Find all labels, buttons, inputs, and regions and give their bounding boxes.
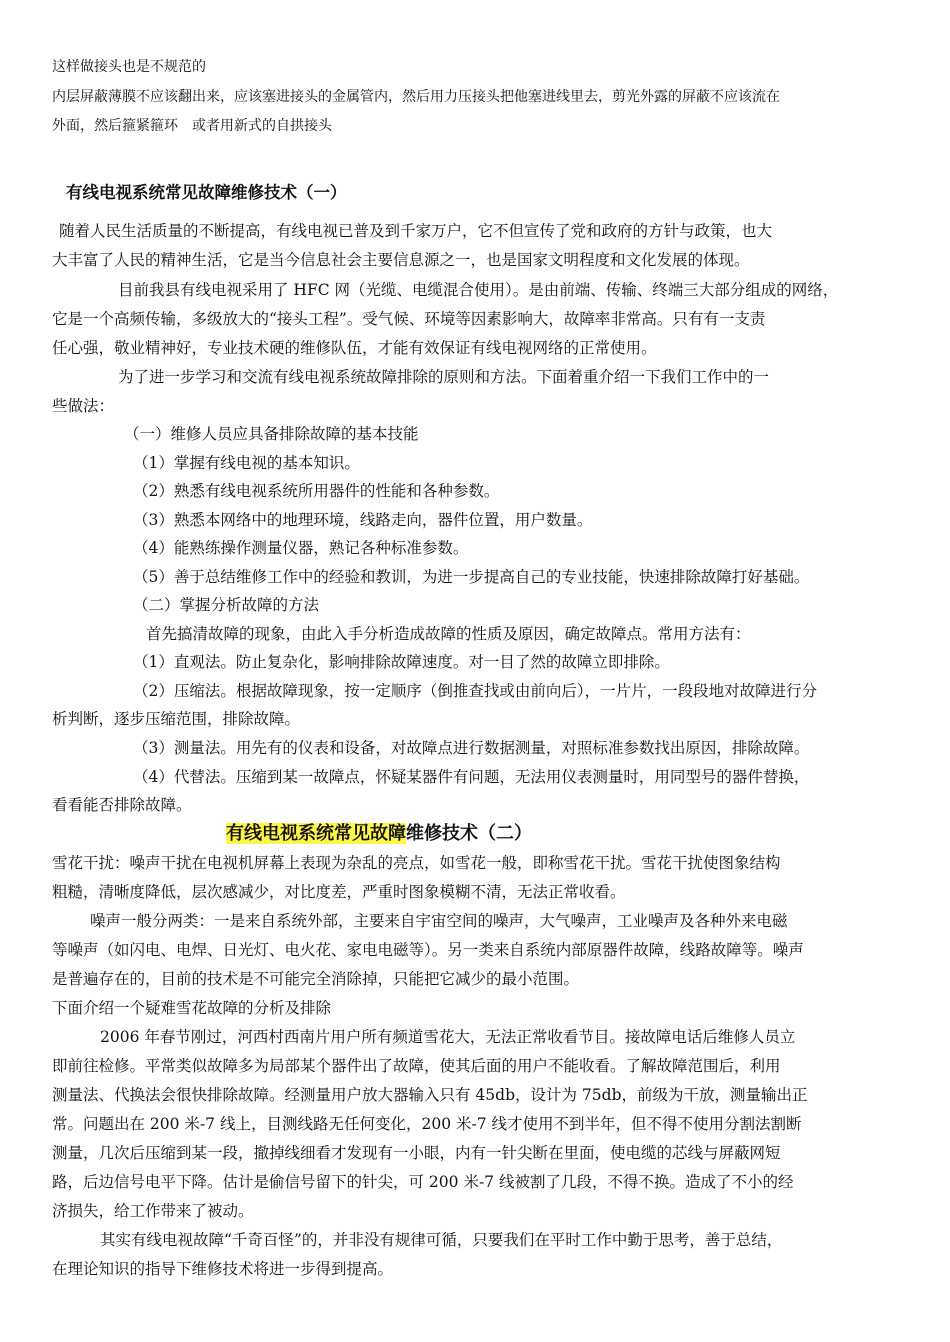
skill-item: （4）能熟练操作测量仪器，熟记各种标准参数。: [133, 539, 469, 557]
subsection-1-title: （一）维修人员应具备排除故障的基本技能: [124, 425, 419, 443]
skill-item: （3）熟悉本网络中的地理环境，线路走向，器件位置，用户数量。: [133, 511, 593, 529]
case-para-line: 2006 年春节刚过，河西村西南片用户所有频道雪花大，无法正常收看节目。接故障电话后维修人员立: [100, 1028, 796, 1046]
conclusion-line: 其实有线电视故障“千奇百怪”的，并非没有规律可循，只要我们在平时工作中勤于思考，善于总结，: [100, 1231, 783, 1249]
noise-para-line: 噪声一般分两类：一是来自系统外部，主要来自宇宙空间的噪声，大气噪声，工业噪声及各种外来电磁: [90, 912, 788, 930]
method-item: （2）压缩法。根据故障现象，按一定顺序（倒推查找或由前向后），一片片，一段段地对故障进行分: [133, 682, 818, 700]
p2-line: 任心强，敬业精神好，专业技术硬的维修队伍，才能有效保证有线电视网络的正常使用。: [52, 339, 657, 357]
skill-item: （5）善于总结维修工作中的经验和教训，为进一步提高自己的专业技能，快速排除故障打好基础。: [133, 568, 810, 586]
skill-item: （2）熟悉有线电视系统所用器件的性能和各种参数。: [133, 482, 500, 500]
section-title-1: 有线电视系统常见故障维修技术（一）: [66, 183, 347, 202]
title-rest: 维修技术（二）: [406, 823, 532, 844]
intro-line-2: 内层屏蔽薄膜不应该翻出来，应该塞进接头的金属管内，然后用力压接头把他塞进线里去，剪光外露的屏蔽不应该流在: [52, 89, 780, 105]
case-para-line: 即前往检修。平常类似故障多为局部某个器件出了故障，使其后面的用户不能收看。了解故障范围后，利用: [52, 1057, 781, 1075]
method-item: 看看能否排除故障。: [52, 796, 192, 814]
method-item: （3）测量法。用先有的仪表和设备，对故障点进行数据测量，对照标准参数找出原因，排除故障。: [133, 739, 810, 757]
intro-line-1: 这样做接头也是不规范的: [52, 59, 206, 75]
skill-item: （1）掌握有线电视的基本知识。: [133, 454, 360, 472]
case-para-line: 测量，几次后压缩到某一段，撤掉线细看才发现有一小眼，内有一针尖断在里面，使电缆的芯线与屏蔽网短: [52, 1144, 781, 1162]
case-para-line: 路，后边信号电平下降。估计是偷信号留下的针尖，可 200 米-7 线被割了几段，不得不换。造成了不小的经: [52, 1173, 794, 1191]
method-item: （4）代替法。压缩到某一故障点，怀疑某器件有问题，无法用仪表测量时，用同型号的器件替换，: [133, 768, 810, 786]
case-para-line: 测量法、代换法会很快排除故障。经测量用户放大器输入只有 45db，设计为 75db，前级为干放，测量输出正: [52, 1086, 808, 1104]
noise-para-line: 等噪声（如闪电、电焊、日光灯、电火花、家电电磁等）。另一类来自系统内部原器件故障，线路故障等。噪声: [52, 941, 804, 959]
p3-line: 为了进一步学习和交流有线电视系统故障排除的原则和方法。下面着重介绍一下我们工作中的一: [118, 368, 770, 386]
title-highlight: 有线电视系统常见故障: [226, 823, 406, 844]
snow-para-line: 雪花干扰：噪声干扰在电视机屏幕上表现为杂乱的亮点，如雪花一般，即称雪花干扰。雪花干扰使图象结构: [52, 854, 781, 872]
p1-line: 大丰富了人民的精神生活，它是当今信息社会主要信息源之一，也是国家文明程度和文化发展的体现。: [52, 251, 750, 269]
section-title-2: [226, 825, 532, 843]
subsection-2-title: （二）掌握分析故障的方法: [133, 596, 320, 614]
case-para-line: 济损失，给工作带来了被动。: [52, 1202, 254, 1220]
conclusion-line: 在理论知识的指导下维修技术将进一步得到提高。: [52, 1260, 394, 1278]
case-heading: 下面介绍一个疑难雪花故障的分析及排除: [52, 999, 332, 1017]
method-item: 析判断，逐步压缩范围，排除故障。: [52, 710, 301, 728]
method-item: （1）直观法。防止复杂化，影响排除故障速度。对一目了然的故障立即排除。: [133, 653, 670, 671]
noise-para-line: 是普遍存在的，目前的技术是不可能完全消除掉，只能把它减少的最小范围。: [52, 970, 580, 988]
snow-para-line: 粗糙，清晰度降低，层次感减少，对比度差，严重时图象模糊不清，无法正常收看。: [52, 883, 626, 901]
p2-line: 目前我县有线电视采用了 HFC 网（光缆、电缆混合使用）。是由前端、传输、终端三大部分组成的网络，: [118, 281, 839, 299]
p3-line: 些做法：: [52, 397, 115, 415]
intro-line-3: 外面，然后箍紧箍环 或者用新式的自拱接头: [52, 118, 332, 134]
p1-line: 随着人民生活质量的不断提高，有线电视已普及到千家万户，它不但宣传了党和政府的方针与政策，也大: [59, 222, 773, 240]
p2-line: 它是一个高频传输，多级放大的“接头工程”。受气候、环境等因素影响大，故障率非常高。只有有一支责: [52, 310, 766, 328]
methods-intro: 首先搞清故障的现象，由此入手分析造成故障的性质及原因，确定故障点。常用方法有：: [146, 625, 751, 643]
case-para-line: 常。问题出在 200 米-7 线上，目测线路无任何变化，200 米-7 线才使用不到半年，但不得不使用分割法割断: [52, 1115, 802, 1133]
